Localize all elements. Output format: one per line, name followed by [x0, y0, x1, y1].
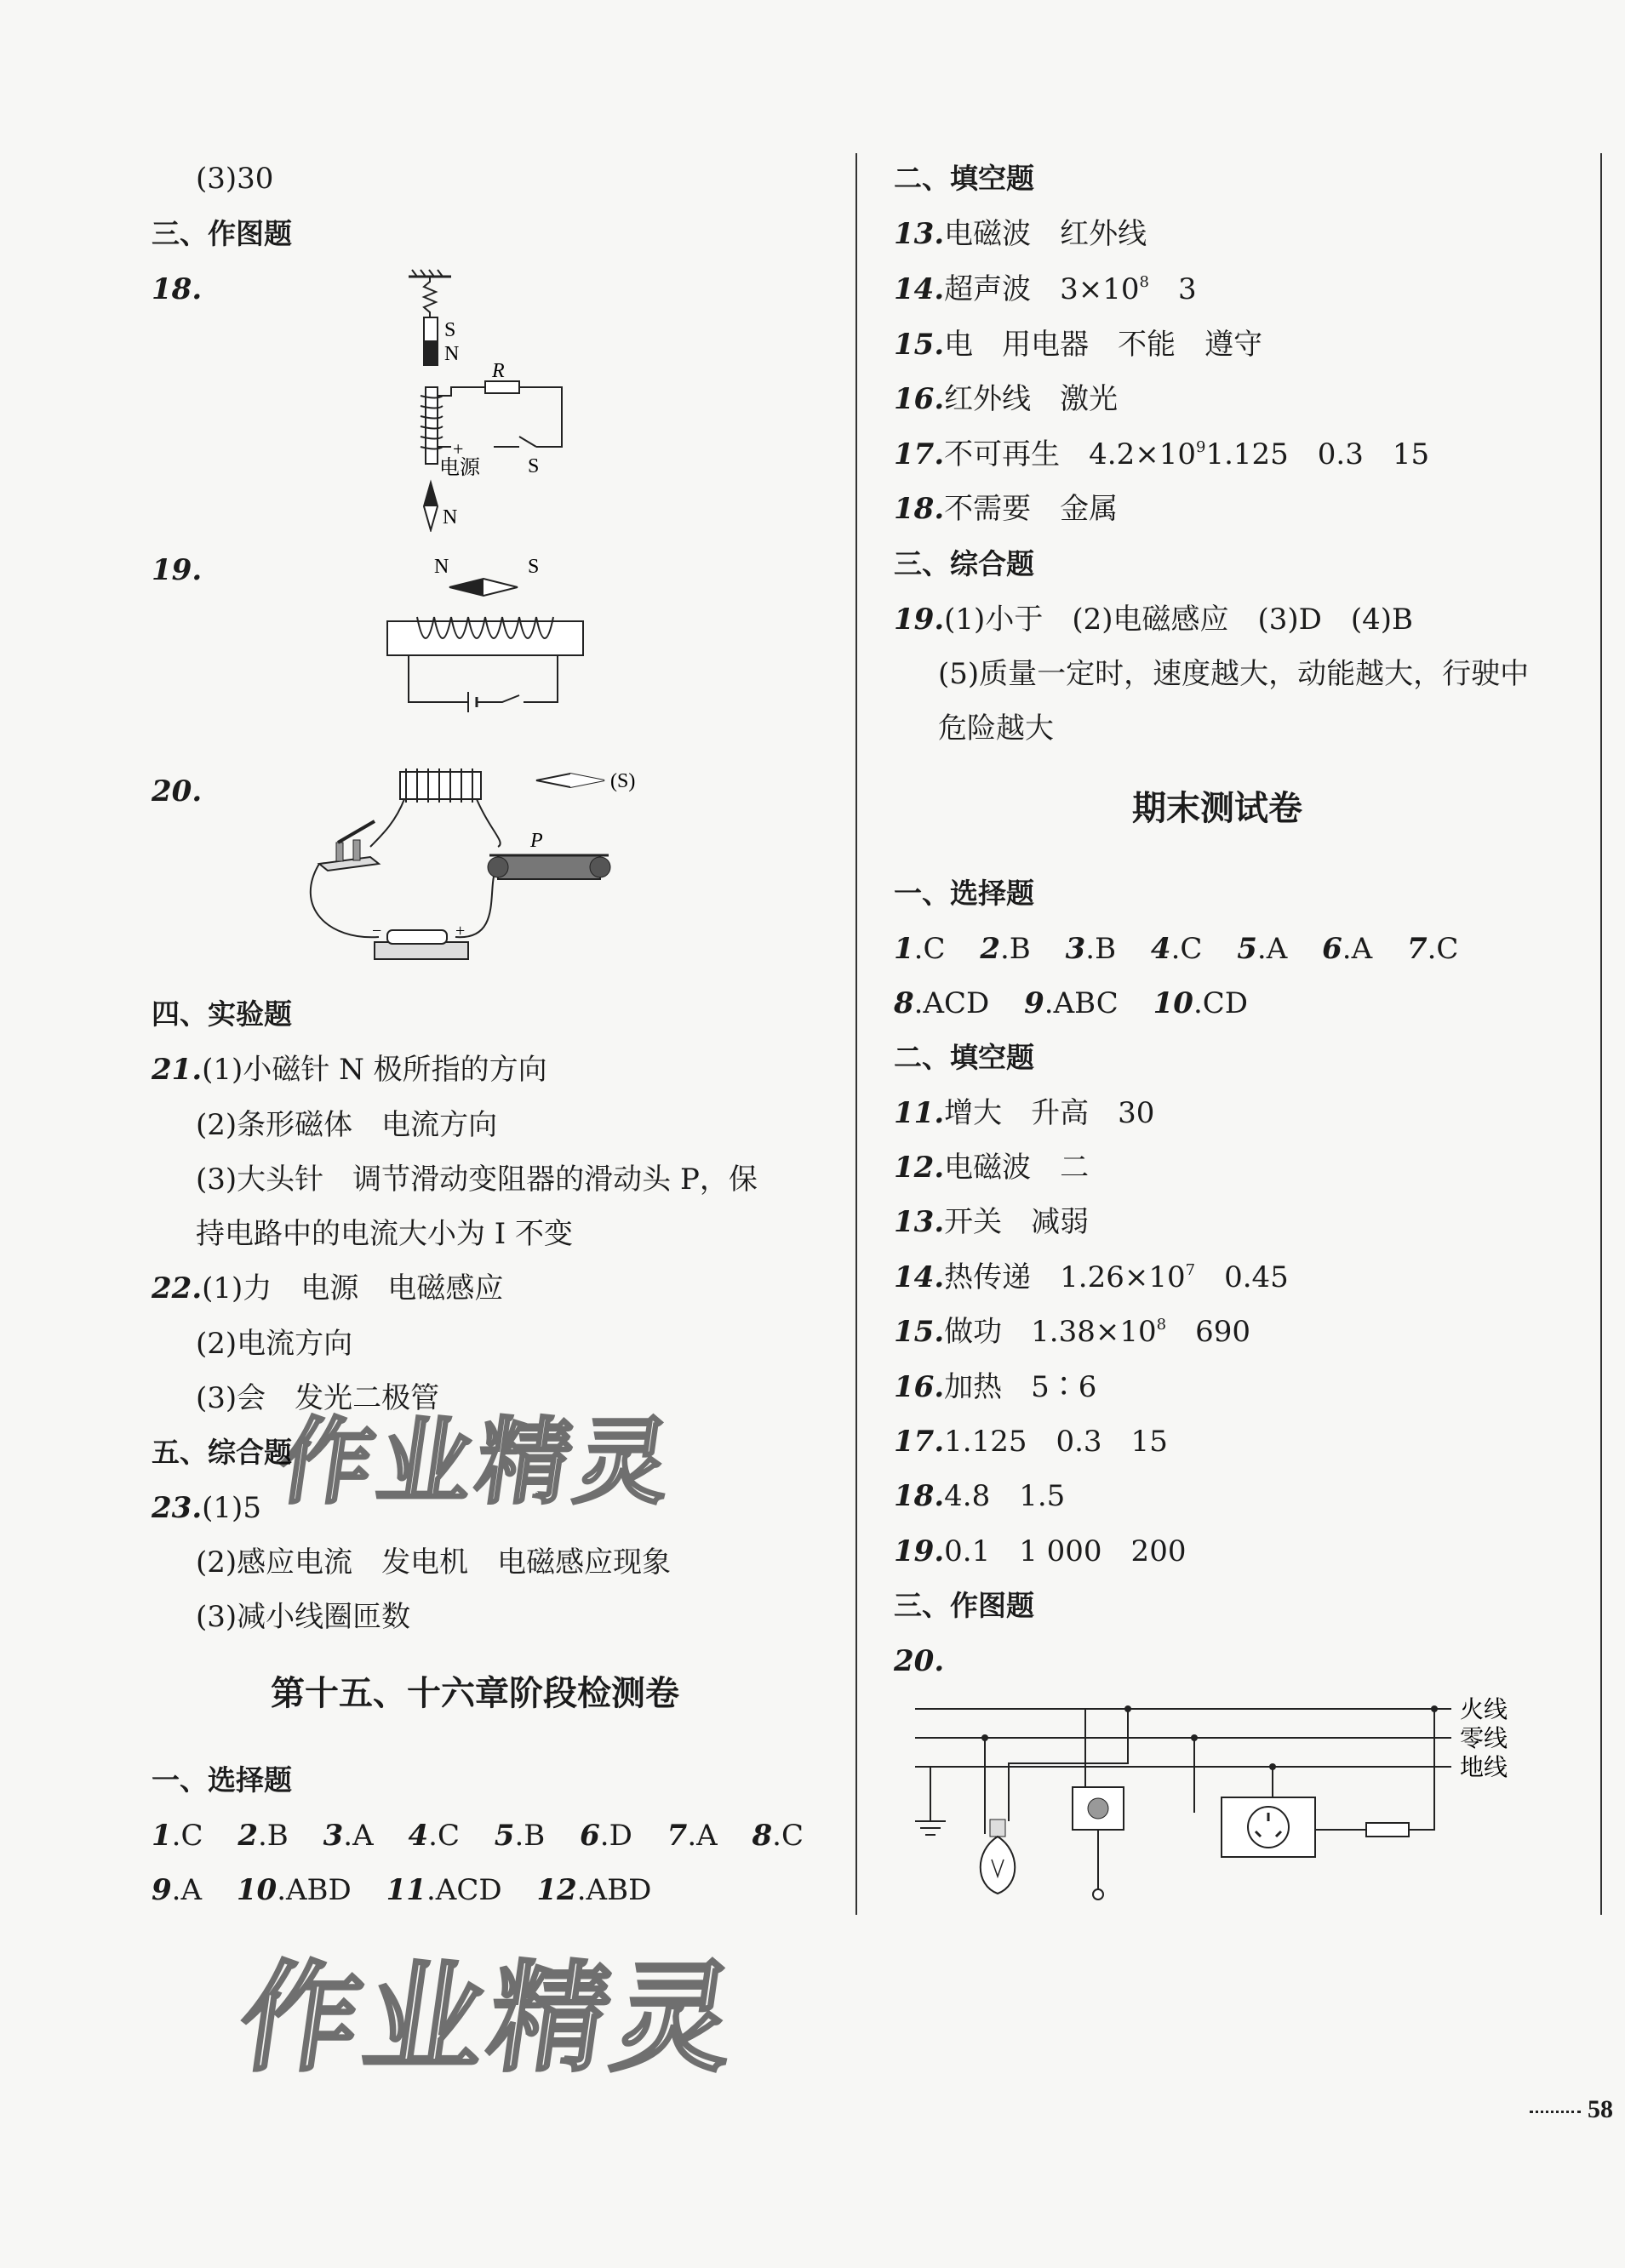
section-heading: 三、作图题 [152, 217, 292, 250]
answer-line: 15.电 用电器 不能 遵守 [894, 328, 1263, 362]
label-s: S [528, 556, 540, 578]
section-heading: 二、填空题 [894, 1041, 1034, 1074]
answer-line: 危险越大 [938, 711, 1054, 746]
label-r: R [492, 360, 505, 382]
label-power-source: 电源 [439, 457, 480, 479]
section-heading: 四、实验题 [152, 997, 292, 1031]
section-heading: 一、选择题 [152, 1763, 292, 1797]
question-number: 18. [152, 272, 203, 306]
answer-line: 11.增大 升高 30 [894, 1096, 1155, 1130]
page-number: 58 [1530, 2095, 1613, 2124]
answer-line: (5)质量一定时，速度越大，动能越大，行驶中 [938, 657, 1530, 691]
mc-answer-row: 9.A 10.ABD 11.ACD 12.ABD [152, 1873, 652, 1907]
watermark: 作业精灵 [272, 1408, 683, 1517]
figure-q20-experiment-setup [294, 762, 685, 974]
watermark: 作业精灵 [231, 1950, 748, 2088]
answer-line: 21.(1)小磁针 N 极所指的方向 [152, 1053, 547, 1087]
answer-line: 19.(1)小于 (2)电磁感应 (3)D (4)B [894, 603, 1414, 637]
label-minus: − [372, 922, 382, 940]
answer-line: 14.热传递 $1.26\times 10^7$ 0.45 [894, 1260, 1289, 1294]
mc-answer-row: 1.C 2.B 3.B 4.C 5.A 6.A 7.C [894, 932, 1459, 966]
question-number: 19. [152, 553, 203, 587]
mc-answer-row: 1.C 2.B 3.A 4.C 5.B 6.D 7.A 8.C [152, 1819, 804, 1853]
answer-line: 15.做功 $1.38\times 10^8$ 690 [894, 1315, 1250, 1349]
label-p: P [530, 830, 543, 852]
answer-line: (2)电流方向 [196, 1327, 353, 1361]
question-number: 20. [152, 774, 203, 808]
figure-q18-electromagnet-circuit [400, 268, 587, 532]
label-needle-n: N [443, 506, 458, 528]
answer-line: 23.(1)5 [152, 1491, 261, 1525]
label-plus: + [455, 922, 466, 940]
label-live-wire: 火线 [1460, 1697, 1508, 1723]
answer-line: 18.4.8 1.5 [894, 1479, 1066, 1513]
answer-line: 13.开关 减弱 [894, 1205, 1090, 1239]
svg-text:+: + [453, 438, 464, 460]
column-divider-left [855, 153, 857, 1915]
label-switch: S [528, 455, 540, 477]
answer-line: 16.加热 5∶6 [894, 1370, 1097, 1404]
mc-answer-row: 8.ACD 9.ABC 10.CD [894, 986, 1249, 1020]
section-title: 第十五、十六章阶段检测卷 [271, 1674, 679, 1713]
answer-line: 18.不需要 金属 [894, 492, 1119, 526]
answer-line: (2)感应电流 发电机 电磁感应现象 [196, 1545, 672, 1580]
label-s: S [444, 319, 456, 341]
answer-line: (3)减小线圈匝数 [196, 1600, 411, 1634]
answer-line: (3)大头针 调节滑动变阻器的滑动头 P，保 [196, 1163, 758, 1197]
section-heading: 一、选择题 [894, 877, 1034, 910]
answer-line: 13.电磁波 红外线 [894, 217, 1147, 251]
section-heading: 二、填空题 [894, 162, 1034, 195]
label-s: (S) [610, 770, 636, 792]
section-heading: 三、综合题 [894, 547, 1034, 580]
label-n: N [434, 556, 449, 578]
figure-q20-household-wiring [907, 1694, 1553, 1923]
section-title: 期末测试卷 [1132, 789, 1302, 828]
answer-line: 16.红外线 激光 [894, 382, 1119, 416]
answer-line: (3)30 [196, 162, 274, 196]
label-neutral-wire: 零线 [1460, 1726, 1508, 1752]
label-ground-wire: 地线 [1460, 1755, 1508, 1781]
answer-line: 19.0.1 1 000 200 [894, 1534, 1187, 1568]
answer-line: 22.(1)力 电源 电磁感应 [152, 1271, 504, 1305]
figure-q19-solenoid [383, 549, 596, 719]
answer-line: 14.超声波 $3\times 10^8$ 3 [894, 272, 1197, 306]
answer-line: (2)条形磁体 电流方向 [196, 1108, 498, 1142]
answer-line: 17.不可再生 $4.2\times 10^91.125$ 0.3 15 [894, 437, 1430, 471]
section-heading: 三、作图题 [894, 1589, 1034, 1622]
section-heading: 五、综合题 [152, 1436, 292, 1469]
answer-line: 12.电磁波 二 [894, 1151, 1090, 1185]
answer-line: 17.1.125 0.3 15 [894, 1425, 1168, 1459]
column-divider-right [1600, 153, 1602, 1915]
answer-line: 持电路中的电流大小为 I 不变 [196, 1217, 574, 1251]
label-n: N [444, 343, 460, 365]
answer-line: (3)会 发光二极管 [196, 1381, 440, 1415]
question-number: 20. [894, 1644, 945, 1678]
